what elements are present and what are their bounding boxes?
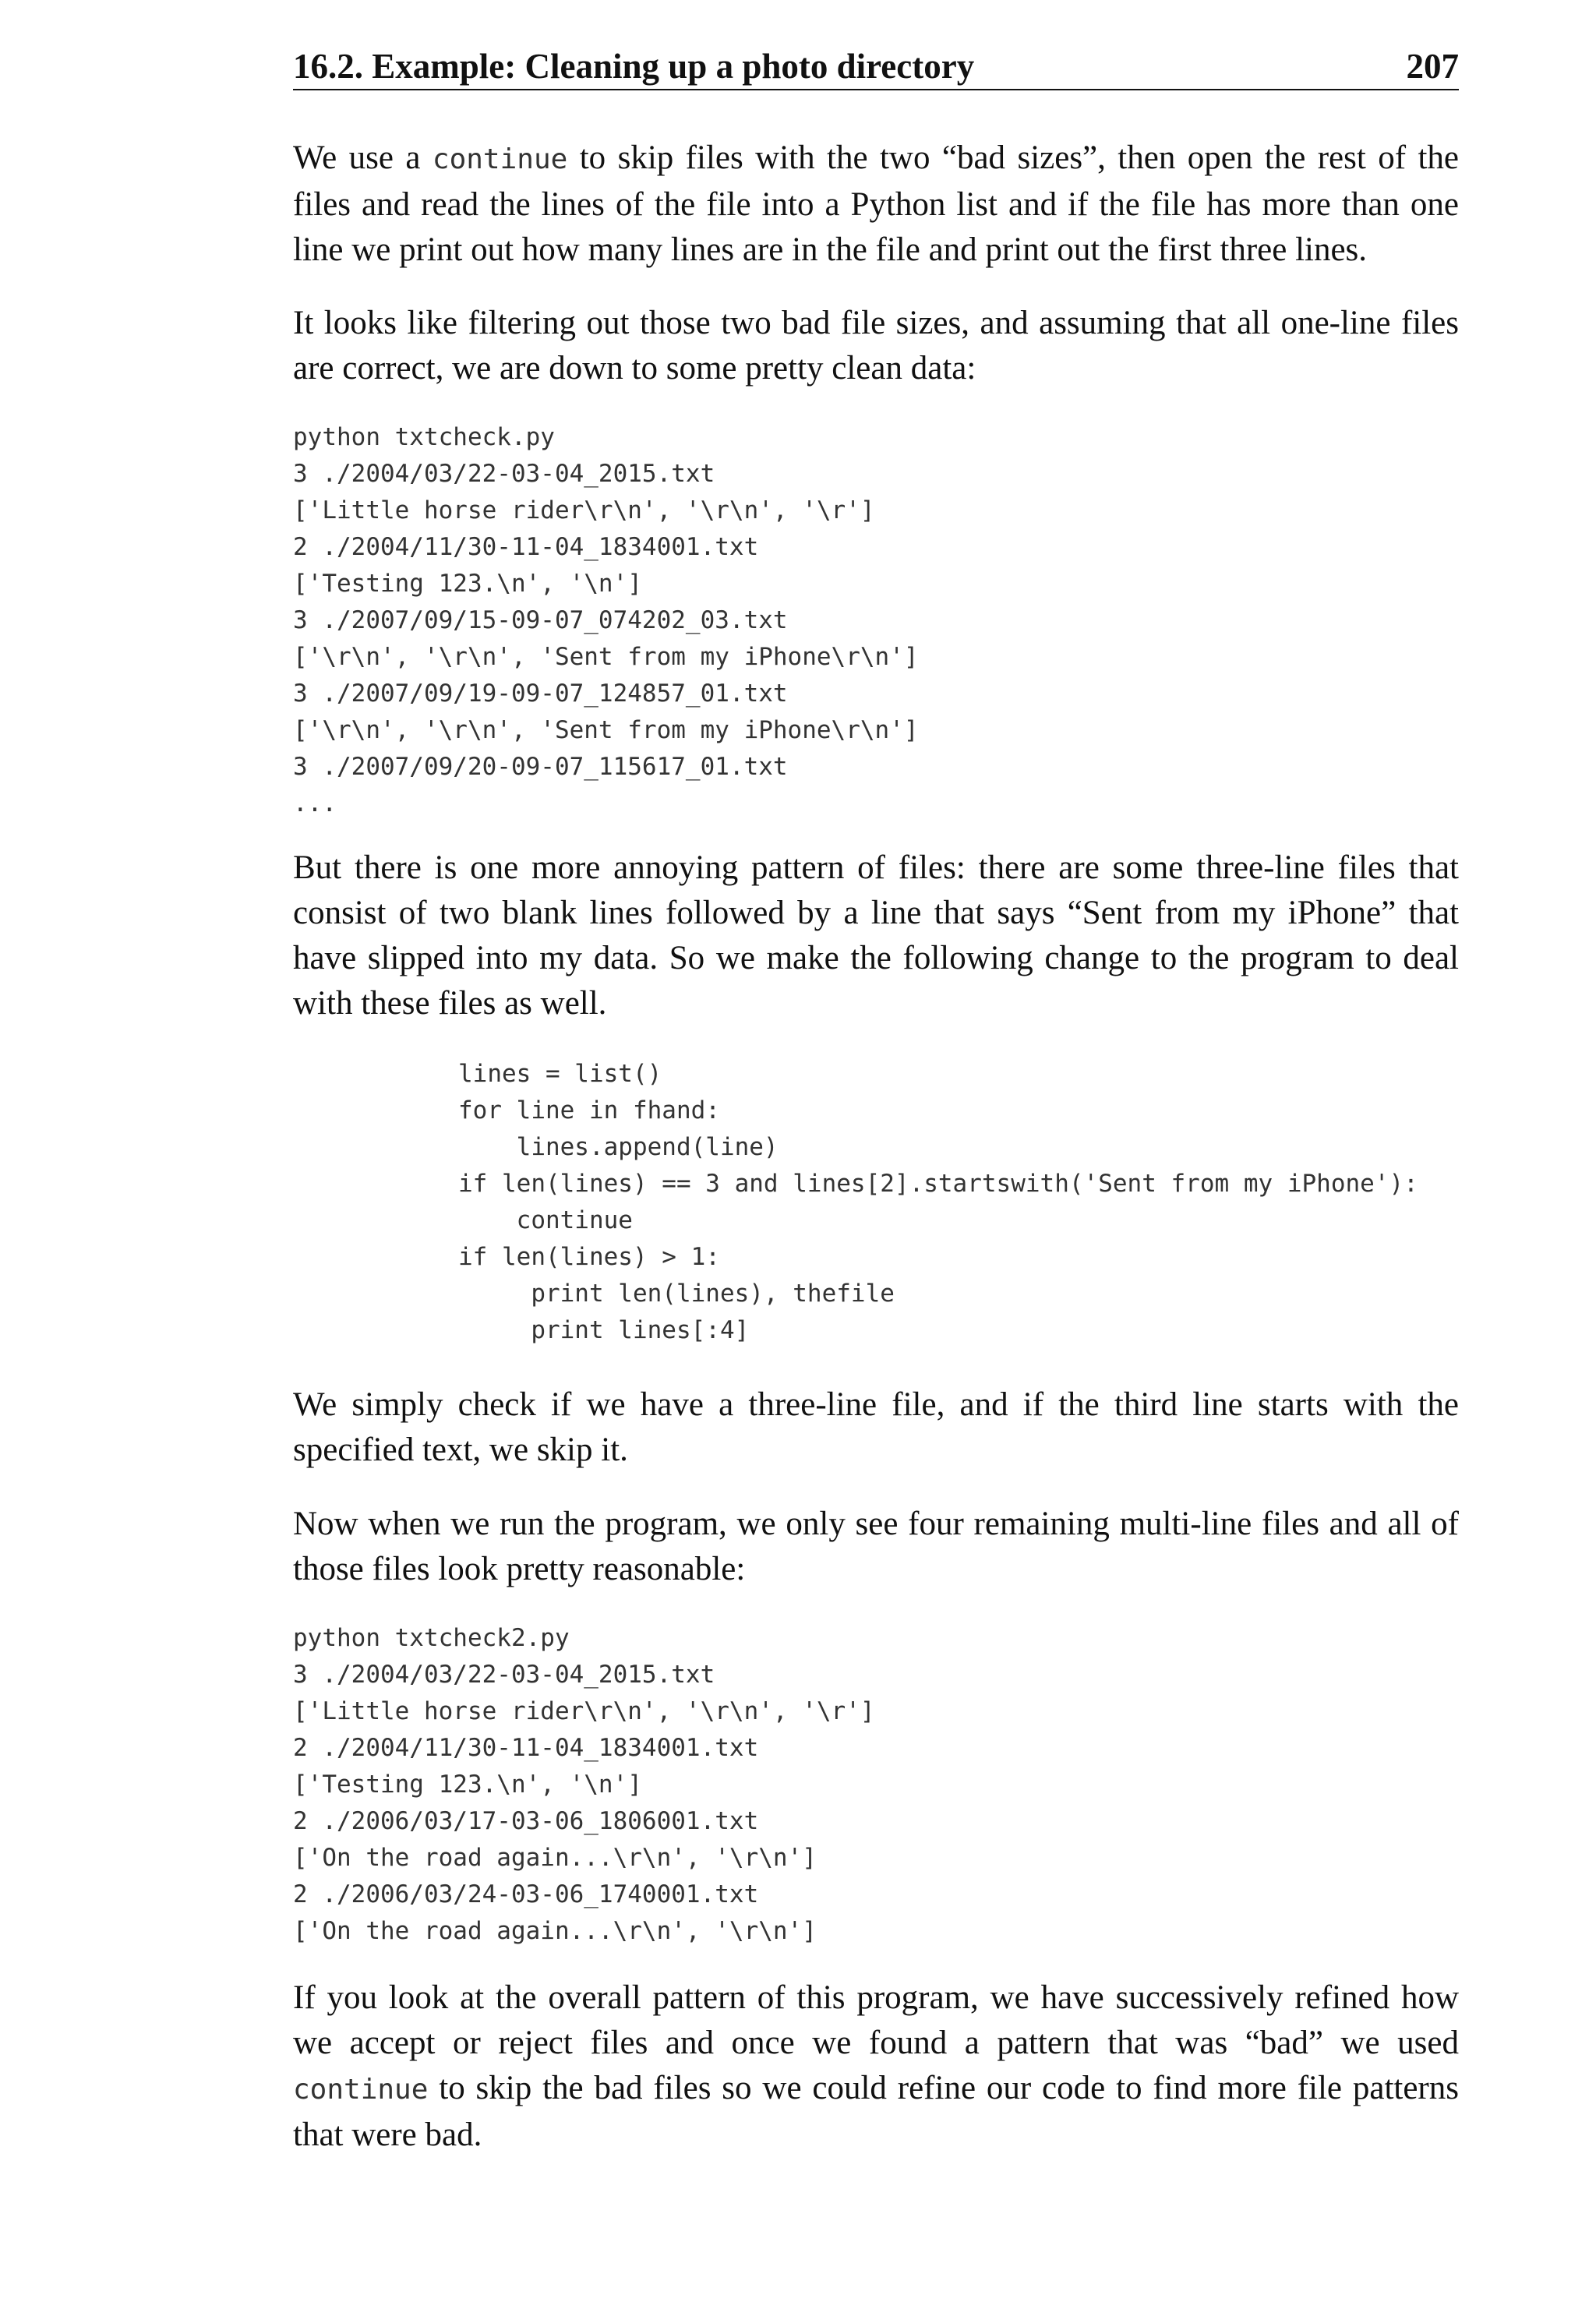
paragraph-text: If you look at the overall pattern of this program, we have successively refined how we accept or reject files and once we found a pattern that was “bad” we used — [293, 1979, 1459, 2061]
code-line: lines = list() — [458, 1060, 662, 1088]
paragraph-filter-result: It looks like filtering out those two bad file sizes, and assuming that all one-line files are correct, we are down to some pretty clean data: — [293, 305, 1459, 387]
page-number: 207 — [1406, 47, 1459, 86]
inline-code-continue: continue — [432, 143, 568, 175]
section-title: 16.2. Example: Cleaning up a photo directory — [293, 47, 975, 86]
code-block-output-2 — [293, 1620, 875, 1950]
paragraph-text: to skip files with the two “bad sizes”, then open the rest of the files and read the lines of the file into a Python list and if the file has more than one line we print out how many lines are in the file and print out the first three lines. — [293, 139, 1459, 268]
code-line: ['Little horse rider\r\n', '\r\n', '\r'] — [293, 496, 875, 524]
paragraph-text: We use a — [293, 139, 433, 176]
code-line: 2 ./2006/03/24-03-06_1740001.txt — [293, 1880, 759, 1908]
inline-code-continue: continue — [293, 2074, 429, 2106]
code-line: ['Testing 123.\n', '\n'] — [293, 570, 642, 598]
code-line: ['\r\n', '\r\n', 'Sent from my iPhone\r\n'] — [293, 716, 919, 744]
code-line: 3 ./2007/09/20-09-07_115617_01.txt — [293, 753, 788, 781]
code-line: 2 ./2004/11/30-11-04_1834001.txt — [293, 533, 759, 561]
code-line: if len(lines) > 1: — [458, 1243, 720, 1271]
code-line: python txtcheck.py — [293, 423, 555, 451]
code-line: if len(lines) == 3 and lines[2].startswith('Sent from my iPhone'): — [458, 1170, 1418, 1198]
code-line: print lines[:4] — [458, 1316, 750, 1344]
code-line: ['\r\n', '\r\n', 'Sent from my iPhone\r\n'] — [293, 643, 919, 671]
code-line: continue — [458, 1206, 633, 1234]
running-header — [293, 34, 1459, 90]
paragraph-run-again: Now when we run the program, we only see four remaining multi-line files and all of those files look pretty reasonable: — [293, 1506, 1459, 1587]
code-line: 2 ./2006/03/17-03-06_1806001.txt — [293, 1807, 759, 1835]
code-line: python txtcheck2.py — [293, 1624, 570, 1652]
code-line: 3 ./2007/09/15-09-07_074202_03.txt — [293, 606, 788, 634]
paragraph-iphone-pattern: But there is one more annoying pattern of files: there are some three-line files that consist of two blank lines followed by a line that says “Sent from my iPhone” that have slipped into my data. So we make the following change to the program to deal with these files as well. — [293, 849, 1459, 1022]
code-line: 3 ./2004/03/22-03-04_2015.txt — [293, 460, 715, 488]
code-line: ['On the road again...\r\n', '\r\n'] — [293, 1844, 817, 1872]
code-line: 3 ./2004/03/22-03-04_2015.txt — [293, 1661, 715, 1689]
paragraph-continue-intro — [293, 136, 1459, 273]
code-line: ['Little horse rider\r\n', '\r\n', '\r'] — [293, 1697, 875, 1725]
code-line: ['On the road again...\r\n', '\r\n'] — [293, 1917, 817, 1945]
paragraph-summary — [293, 1975, 1459, 2158]
code-block-program — [458, 1056, 1418, 1349]
code-line: 2 ./2004/11/30-11-04_1834001.txt — [293, 1734, 759, 1762]
paragraph-check-explanation: We simply check if we have a three-line file, and if the third line starts with the specified text, we skip it. — [293, 1386, 1459, 1468]
paragraph-text: to skip the bad files so we could refine our code to find more file patterns that were bad. — [293, 2070, 1459, 2153]
code-line: ['Testing 123.\n', '\n'] — [293, 1771, 642, 1799]
code-line: print len(lines), thefile — [458, 1280, 895, 1308]
code-line: for line in fhand: — [458, 1096, 720, 1124]
code-line: 3 ./2007/09/19-09-07_124857_01.txt — [293, 680, 788, 708]
code-line: lines.append(line) — [458, 1133, 779, 1161]
code-block-output-1 — [293, 419, 919, 822]
code-line: ... — [293, 789, 337, 817]
